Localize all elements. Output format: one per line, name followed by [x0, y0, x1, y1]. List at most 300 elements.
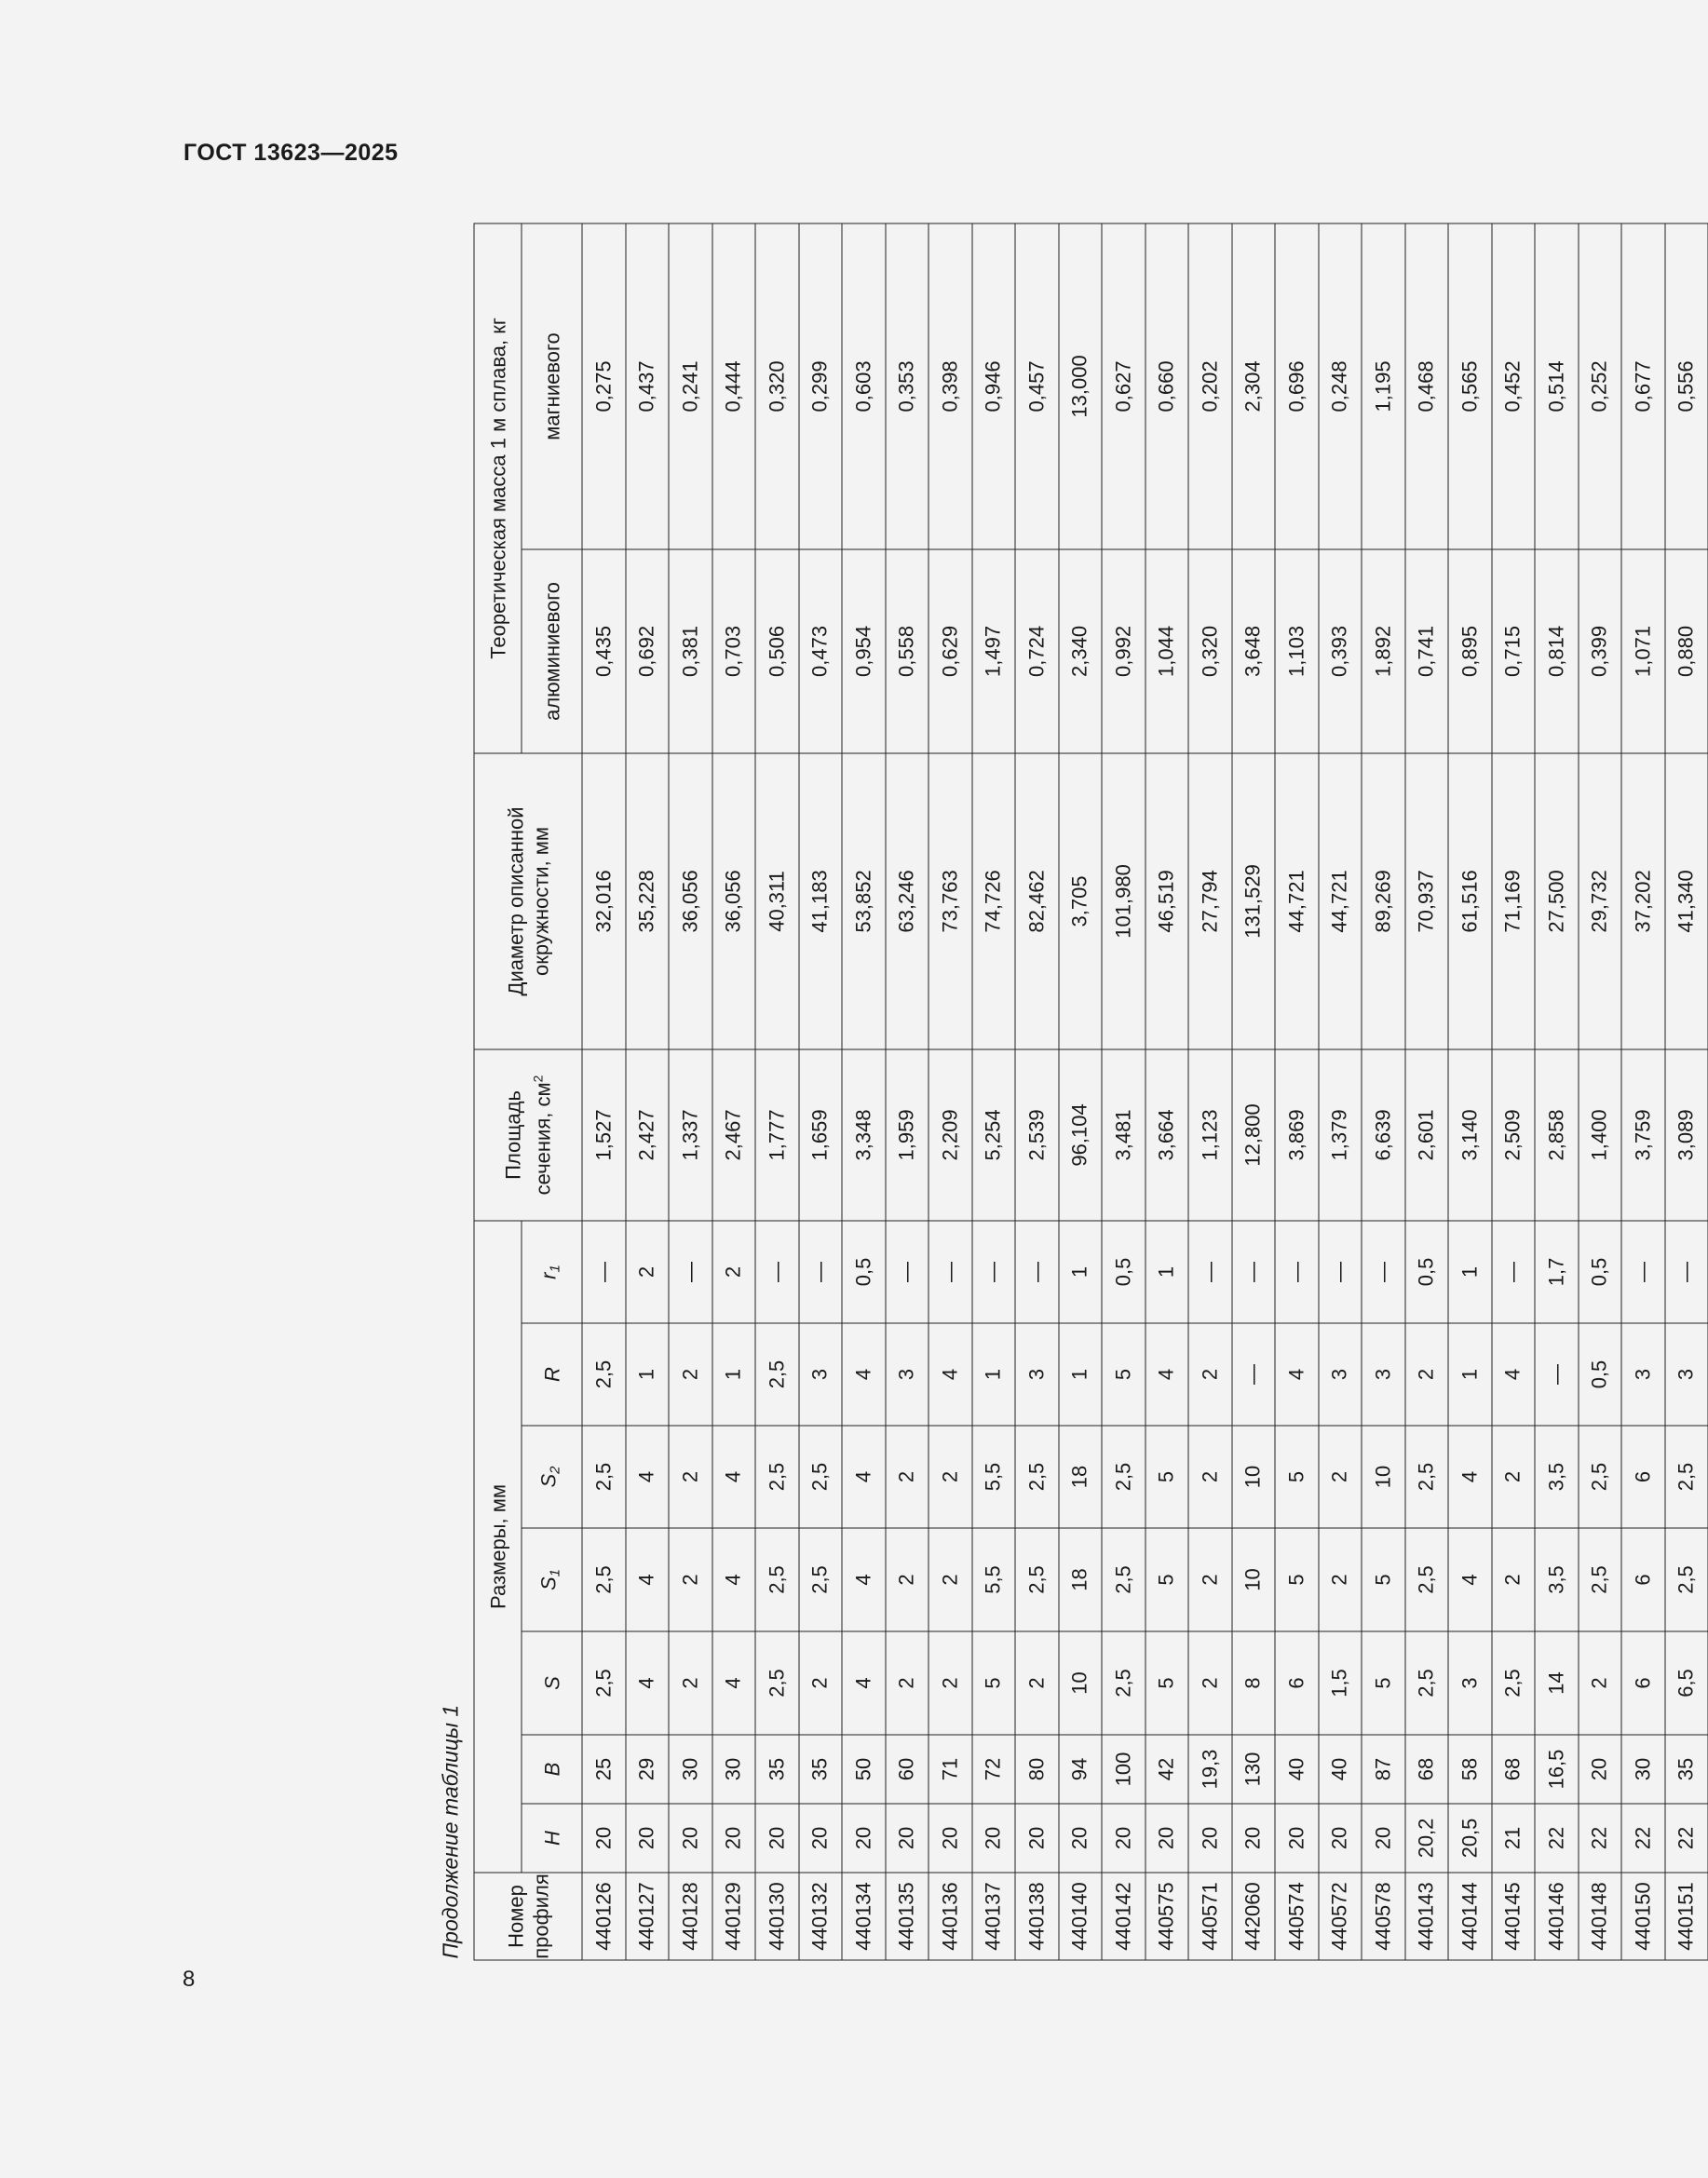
cell-H: 20,5: [1448, 1804, 1492, 1873]
cell-profile-number: 440145: [1491, 1873, 1535, 1960]
cell-mass-al: 0,435: [582, 549, 626, 753]
cell-S2: 4: [1448, 1426, 1492, 1528]
cell-diameter: 36,056: [712, 753, 755, 1049]
cell-S: 5: [1145, 1631, 1188, 1735]
header-col-H: H: [522, 1804, 582, 1873]
cell-mass-al: 0,692: [625, 549, 669, 753]
table-row: [1578, 223, 1621, 1960]
cell-S1: 2: [1491, 1528, 1535, 1631]
cell-S1: 5: [1145, 1528, 1188, 1631]
cell-area: 3,348: [842, 1049, 886, 1221]
cell-S: 3: [1448, 1631, 1492, 1735]
cell-S2: 2: [669, 1426, 712, 1528]
cell-R: 3: [1015, 1323, 1059, 1426]
cell-S2: 2,5: [798, 1426, 842, 1528]
cell-profile-number: 440132: [798, 1873, 842, 1960]
cell-profile-number: 440151: [1664, 1873, 1708, 1960]
cell-B: 19,3: [1188, 1735, 1232, 1804]
header-col-r1-sub: 1: [547, 1265, 563, 1273]
cell-R: —: [1231, 1323, 1275, 1426]
table-row: [1231, 223, 1275, 1960]
cell-profile-number: 440571: [1188, 1873, 1232, 1960]
cell-R: 4: [929, 1323, 972, 1426]
cell-S2: 2,5: [582, 1426, 626, 1528]
cell-H: 20: [582, 1804, 626, 1873]
cell-R: 0,5: [1578, 1323, 1621, 1426]
cell-r1: 1: [1145, 1221, 1188, 1323]
cell-profile-number: 440135: [885, 1873, 929, 1960]
cell-mass-mg: 0,468: [1404, 223, 1448, 549]
cell-S2: 6: [1621, 1426, 1665, 1528]
cell-S2: 10: [1231, 1426, 1275, 1528]
cell-mass-mg: 0,660: [1145, 223, 1188, 549]
cell-mass-al: 0,954: [842, 549, 886, 753]
cell-H: 20: [1145, 1804, 1188, 1873]
header-dimensions-group: Размеры, мм: [474, 1221, 522, 1873]
cell-r1: —: [1664, 1221, 1708, 1323]
table-row: [1491, 223, 1535, 1960]
header-col-r1: [522, 1221, 582, 1323]
cell-S1: 2,5: [798, 1528, 842, 1631]
cell-B: 35: [798, 1735, 842, 1804]
cell-H: 20: [1275, 1804, 1319, 1873]
cell-S2: 4: [712, 1426, 755, 1528]
header-profile-number: Номер профиля: [474, 1873, 582, 1960]
cell-area: 3,759: [1621, 1049, 1665, 1221]
cell-S2: 2: [1491, 1426, 1535, 1528]
cell-diameter: 61,516: [1448, 753, 1492, 1049]
cell-mass-mg: 0,457: [1015, 223, 1059, 549]
cell-H: 22: [1621, 1804, 1665, 1873]
cell-R: 1: [1058, 1323, 1102, 1426]
cell-H: 20: [1188, 1804, 1232, 1873]
cell-B: 35: [1664, 1735, 1708, 1804]
header-col-S1-letter: S: [536, 1576, 560, 1591]
cell-S1: 4: [842, 1528, 886, 1631]
cell-S1: 5: [1275, 1528, 1319, 1631]
table-row: [1275, 223, 1319, 1960]
cell-S: 5: [971, 1631, 1015, 1735]
cell-R: 3: [1621, 1323, 1665, 1426]
header-area: [474, 1049, 582, 1221]
cell-mass-al: 0,629: [929, 549, 972, 753]
cell-mass-mg: 0,452: [1491, 223, 1535, 549]
cell-diameter: 29,732: [1578, 753, 1621, 1049]
cell-H: 20: [1015, 1804, 1059, 1873]
cell-S: 6,5: [1664, 1631, 1708, 1735]
cell-mass-al: 1,044: [1145, 549, 1188, 753]
cell-B: 16,5: [1535, 1735, 1579, 1804]
cell-R: 2: [1188, 1323, 1232, 1426]
cell-S2: 4: [625, 1426, 669, 1528]
cell-r1: 0,5: [1578, 1221, 1621, 1323]
cell-S1: 3,5: [1535, 1528, 1579, 1631]
cell-S: 4: [842, 1631, 886, 1735]
cell-S: 2: [885, 1631, 929, 1735]
cell-R: 4: [842, 1323, 886, 1426]
cell-mass-al: 2,340: [1058, 549, 1102, 753]
cell-area: 1,379: [1318, 1049, 1362, 1221]
cell-diameter: 40,311: [755, 753, 799, 1049]
cell-mass-al: 0,724: [1015, 549, 1059, 753]
cell-profile-number: 440146: [1535, 1873, 1579, 1960]
cell-profile-number: 440137: [971, 1873, 1015, 1960]
cell-B: 100: [1102, 1735, 1145, 1804]
cell-S2: 2: [1318, 1426, 1362, 1528]
cell-area: 3,140: [1448, 1049, 1492, 1221]
cell-r1: 1: [1448, 1221, 1492, 1323]
cell-B: 30: [1621, 1735, 1665, 1804]
cell-S: 14: [1535, 1631, 1579, 1735]
cell-H: 20: [971, 1804, 1015, 1873]
cell-area: 2,858: [1535, 1049, 1579, 1221]
cell-area: 2,209: [929, 1049, 972, 1221]
cell-r1: —: [1188, 1221, 1232, 1323]
cell-B: 87: [1362, 1735, 1405, 1804]
cell-area: 5,254: [971, 1049, 1015, 1221]
cell-area: 1,777: [755, 1049, 799, 1221]
cell-R: —: [1535, 1323, 1579, 1426]
table-row: [1058, 223, 1102, 1960]
cell-S: 4: [625, 1631, 669, 1735]
cell-mass-al: 1,071: [1621, 549, 1665, 753]
cell-r1: —: [929, 1221, 972, 1323]
cell-mass-mg: 0,299: [798, 223, 842, 549]
cell-profile-number: 440134: [842, 1873, 886, 1960]
cell-mass-mg: 0,946: [971, 223, 1015, 549]
cell-area: 3,089: [1664, 1049, 1708, 1221]
cell-profile-number: 440127: [625, 1873, 669, 1960]
cell-R: 2: [669, 1323, 712, 1426]
header-diameter: Диаметр описанной окружности, мм: [474, 753, 582, 1049]
cell-r1: —: [1275, 1221, 1319, 1323]
cell-r1: —: [1491, 1221, 1535, 1323]
cell-S1: 4: [625, 1528, 669, 1631]
cell-H: 22: [1535, 1804, 1579, 1873]
cell-mass-al: 0,715: [1491, 549, 1535, 753]
table-row: [1145, 223, 1188, 1960]
cell-r1: 1: [1058, 1221, 1102, 1323]
table-row: [885, 223, 929, 1960]
cell-S2: 2,5: [1102, 1426, 1145, 1528]
cell-H: 20: [755, 1804, 799, 1873]
cell-S: 8: [1231, 1631, 1275, 1735]
cell-S1: 2: [1188, 1528, 1232, 1631]
table-caption: Продолжение таблицы 1: [438, 1704, 462, 1959]
cell-R: 1: [625, 1323, 669, 1426]
cell-diameter: 44,721: [1318, 753, 1362, 1049]
page-number: 8: [183, 1967, 196, 1992]
header-mass-magnesium: магниевого: [522, 223, 582, 549]
cell-S2: 2: [929, 1426, 972, 1528]
cell-r1: —: [1318, 1221, 1362, 1323]
cell-H: 20: [669, 1804, 712, 1873]
cell-H: 20: [929, 1804, 972, 1873]
cell-H: 22: [1578, 1804, 1621, 1873]
cell-B: 20: [1578, 1735, 1621, 1804]
table-body: [582, 223, 1708, 1960]
cell-diameter: 37,202: [1621, 753, 1665, 1049]
cell-mass-al: 0,320: [1188, 549, 1232, 753]
header-area-text: Площадь сечения, см: [501, 1082, 554, 1196]
cell-area: 1,400: [1578, 1049, 1621, 1221]
cell-S1: 2,5: [1664, 1528, 1708, 1631]
cell-R: 1: [971, 1323, 1015, 1426]
cell-r1: —: [755, 1221, 799, 1323]
document-title: ГОСТ 13623—2025: [183, 140, 399, 166]
cell-B: 25: [582, 1735, 626, 1804]
cell-R: 1: [712, 1323, 755, 1426]
cell-R: 2,5: [755, 1323, 799, 1426]
header-col-S2-sub: 2: [547, 1466, 563, 1474]
cell-profile-number: 440142: [1102, 1873, 1145, 1960]
cell-R: 2,5: [582, 1323, 626, 1426]
cell-mass-al: 0,703: [712, 549, 755, 753]
cell-S: 4: [712, 1631, 755, 1735]
cell-mass-mg: 0,444: [712, 223, 755, 549]
cell-mass-mg: 0,320: [755, 223, 799, 549]
cell-profile-number: 440126: [582, 1873, 626, 1960]
table-row: [1362, 223, 1405, 1960]
cell-profile-number: 440574: [1275, 1873, 1319, 1960]
header-col-r1-letter: r: [536, 1272, 560, 1279]
cell-profile-number: 440572: [1318, 1873, 1362, 1960]
table-row: [971, 223, 1015, 1960]
cell-mass-mg: 0,627: [1102, 223, 1145, 549]
cell-profile-number: 440144: [1448, 1873, 1492, 1960]
header-area-sup: 2: [530, 1075, 545, 1083]
cell-B: 58: [1448, 1735, 1492, 1804]
cell-mass-mg: 0,275: [582, 223, 626, 549]
cell-area: 96,104: [1058, 1049, 1102, 1221]
cell-H: 21: [1491, 1804, 1535, 1873]
cell-diameter: 36,056: [669, 753, 712, 1049]
cell-r1: —: [669, 1221, 712, 1323]
cell-mass-al: 0,381: [669, 549, 712, 753]
cell-diameter: 44,721: [1275, 753, 1319, 1049]
cell-area: 1,959: [885, 1049, 929, 1221]
header-mass-aluminium: алюминиевого: [522, 549, 582, 753]
cell-r1: 0,5: [842, 1221, 886, 1323]
cell-mass-mg: 0,202: [1188, 223, 1232, 549]
cell-area: 3,481: [1102, 1049, 1145, 1221]
cell-R: 3: [1664, 1323, 1708, 1426]
cell-S: 2: [1188, 1631, 1232, 1735]
cell-S1: 2: [885, 1528, 929, 1631]
header-mass-group: Теоретическая масса 1 м сплава, кг: [474, 223, 522, 753]
cell-profile-number: 440136: [929, 1873, 972, 1960]
cell-S2: 2: [885, 1426, 929, 1528]
cell-S2: 5: [1275, 1426, 1319, 1528]
cell-mass-al: 1,497: [971, 549, 1015, 753]
cell-B: 72: [971, 1735, 1015, 1804]
cell-H: 20: [1362, 1804, 1405, 1873]
table-row: [1015, 223, 1059, 1960]
cell-mass-mg: 0,603: [842, 223, 886, 549]
cell-diameter: 70,937: [1404, 753, 1448, 1049]
cell-r1: —: [885, 1221, 929, 1323]
cell-profile-number: 440150: [1621, 1873, 1665, 1960]
cell-mass-mg: 0,556: [1664, 223, 1708, 549]
cell-S1: 2,5: [755, 1528, 799, 1631]
cell-S1: 2,5: [1102, 1528, 1145, 1631]
cell-R: 4: [1491, 1323, 1535, 1426]
cell-diameter: 73,763: [929, 753, 972, 1049]
cell-profile-number: 440148: [1578, 1873, 1621, 1960]
cell-profile-number: 442060: [1231, 1873, 1275, 1960]
cell-diameter: 35,228: [625, 753, 669, 1049]
cell-diameter: 131,529: [1231, 753, 1275, 1049]
cell-H: 20,2: [1404, 1804, 1448, 1873]
cell-S2: 5,5: [971, 1426, 1015, 1528]
cell-H: 20: [1058, 1804, 1102, 1873]
cell-r1: —: [582, 1221, 626, 1323]
cell-profile-number: 440128: [669, 1873, 712, 1960]
table-row: [798, 223, 842, 1960]
cell-B: 30: [712, 1735, 755, 1804]
cell-area: 2,601: [1404, 1049, 1448, 1221]
cell-S: 2: [1578, 1631, 1621, 1735]
cell-S2: 10: [1362, 1426, 1405, 1528]
cell-r1: —: [1015, 1221, 1059, 1323]
cell-S2: 2,5: [1578, 1426, 1621, 1528]
cell-mass-mg: 0,437: [625, 223, 669, 549]
header-col-S1-sub: 1: [547, 1568, 563, 1577]
cell-r1: —: [971, 1221, 1015, 1323]
cell-S: 1,5: [1318, 1631, 1362, 1735]
cell-diameter: 74,726: [971, 753, 1015, 1049]
cell-mass-al: 1,103: [1275, 549, 1319, 753]
cell-area: 2,539: [1015, 1049, 1059, 1221]
table-row: [669, 223, 712, 1960]
cell-r1: 2: [625, 1221, 669, 1323]
profiles-table: [473, 223, 1708, 1960]
cell-diameter: 82,462: [1015, 753, 1059, 1049]
cell-S2: 2,5: [1015, 1426, 1059, 1528]
cell-S2: 2: [1188, 1426, 1232, 1528]
header-col-S: S: [522, 1631, 582, 1735]
cell-H: 20: [625, 1804, 669, 1873]
cell-R: 1: [1448, 1323, 1492, 1426]
cell-diameter: 32,016: [582, 753, 626, 1049]
cell-profile-number: 440578: [1362, 1873, 1405, 1960]
cell-mass-mg: 0,696: [1275, 223, 1319, 549]
cell-mass-al: 0,399: [1578, 549, 1621, 753]
cell-B: 50: [842, 1735, 886, 1804]
cell-area: 12,800: [1231, 1049, 1275, 1221]
cell-mass-al: 0,473: [798, 549, 842, 753]
cell-S1: 4: [712, 1528, 755, 1631]
header-col-B: B: [522, 1735, 582, 1804]
cell-S1: 2,5: [1578, 1528, 1621, 1631]
header-col-S2: [522, 1426, 582, 1528]
cell-profile-number: 440143: [1404, 1873, 1448, 1960]
cell-profile-number: 440130: [755, 1873, 799, 1960]
cell-H: 22: [1664, 1804, 1708, 1873]
cell-profile-number: 440575: [1145, 1873, 1188, 1960]
table-row: [582, 223, 626, 1960]
cell-area: 1,337: [669, 1049, 712, 1221]
header-col-S1: [522, 1528, 582, 1631]
cell-mass-al: 0,992: [1102, 549, 1145, 753]
cell-S1: 5: [1362, 1528, 1405, 1631]
cell-S: 2,5: [1102, 1631, 1145, 1735]
cell-diameter: 101,980: [1102, 753, 1145, 1049]
cell-R: 3: [1318, 1323, 1362, 1426]
cell-S2: 2,5: [1404, 1426, 1448, 1528]
cell-mass-mg: 0,241: [669, 223, 712, 549]
cell-mass-al: 0,393: [1318, 549, 1362, 753]
cell-mass-mg: 0,248: [1318, 223, 1362, 549]
cell-r1: 1,7: [1535, 1221, 1579, 1323]
table-row: [625, 223, 669, 1960]
cell-B: 42: [1145, 1735, 1188, 1804]
table-row: [929, 223, 972, 1960]
table-row: [1664, 223, 1708, 1960]
cell-B: 71: [929, 1735, 972, 1804]
cell-S: 2,5: [1491, 1631, 1535, 1735]
cell-S: 10: [1058, 1631, 1102, 1735]
cell-R: 3: [885, 1323, 929, 1426]
cell-S1: 2,5: [1015, 1528, 1059, 1631]
cell-H: 20: [1102, 1804, 1145, 1873]
cell-r1: 2: [712, 1221, 755, 1323]
cell-area: 1,659: [798, 1049, 842, 1221]
rotated-table-block: [427, 224, 1698, 1961]
cell-area: 2,509: [1491, 1049, 1535, 1221]
table-header-row-1: [474, 223, 522, 1960]
cell-H: 20: [1231, 1804, 1275, 1873]
cell-S2: 4: [842, 1426, 886, 1528]
cell-r1: —: [1362, 1221, 1405, 1323]
cell-diameter: 63,246: [885, 753, 929, 1049]
cell-mass-al: 0,741: [1404, 549, 1448, 753]
cell-profile-number: 440140: [1058, 1873, 1102, 1960]
cell-S: 5: [1362, 1631, 1405, 1735]
cell-mass-mg: 0,565: [1448, 223, 1492, 549]
cell-S1: 6: [1621, 1528, 1665, 1631]
cell-B: 130: [1231, 1735, 1275, 1804]
cell-R: 4: [1275, 1323, 1319, 1426]
cell-S1: 2,5: [582, 1528, 626, 1631]
cell-B: 60: [885, 1735, 929, 1804]
cell-R: 5: [1102, 1323, 1145, 1426]
cell-mass-al: 0,880: [1664, 549, 1708, 753]
cell-S1: 2,5: [1404, 1528, 1448, 1631]
cell-area: 1,123: [1188, 1049, 1232, 1221]
cell-S: 2: [798, 1631, 842, 1735]
cell-B: 94: [1058, 1735, 1102, 1804]
cell-mass-al: 0,558: [885, 549, 929, 753]
cell-mass-al: 0,895: [1448, 549, 1492, 753]
cell-diameter: 46,519: [1145, 753, 1188, 1049]
cell-mass-al: 0,506: [755, 549, 799, 753]
cell-mass-mg: 0,677: [1621, 223, 1665, 549]
table-row: [712, 223, 755, 1960]
cell-diameter: 41,340: [1664, 753, 1708, 1049]
cell-mass-mg: 0,398: [929, 223, 972, 549]
cell-area: 3,869: [1275, 1049, 1319, 1221]
cell-B: 68: [1404, 1735, 1448, 1804]
cell-r1: —: [1231, 1221, 1275, 1323]
header-col-R: R: [522, 1323, 582, 1426]
cell-B: 30: [669, 1735, 712, 1804]
cell-S: 6: [1621, 1631, 1665, 1735]
cell-B: 35: [755, 1735, 799, 1804]
table-row: [1448, 223, 1492, 1960]
cell-mass-al: 3,648: [1231, 549, 1275, 753]
header-col-S2-letter: S: [536, 1473, 560, 1488]
